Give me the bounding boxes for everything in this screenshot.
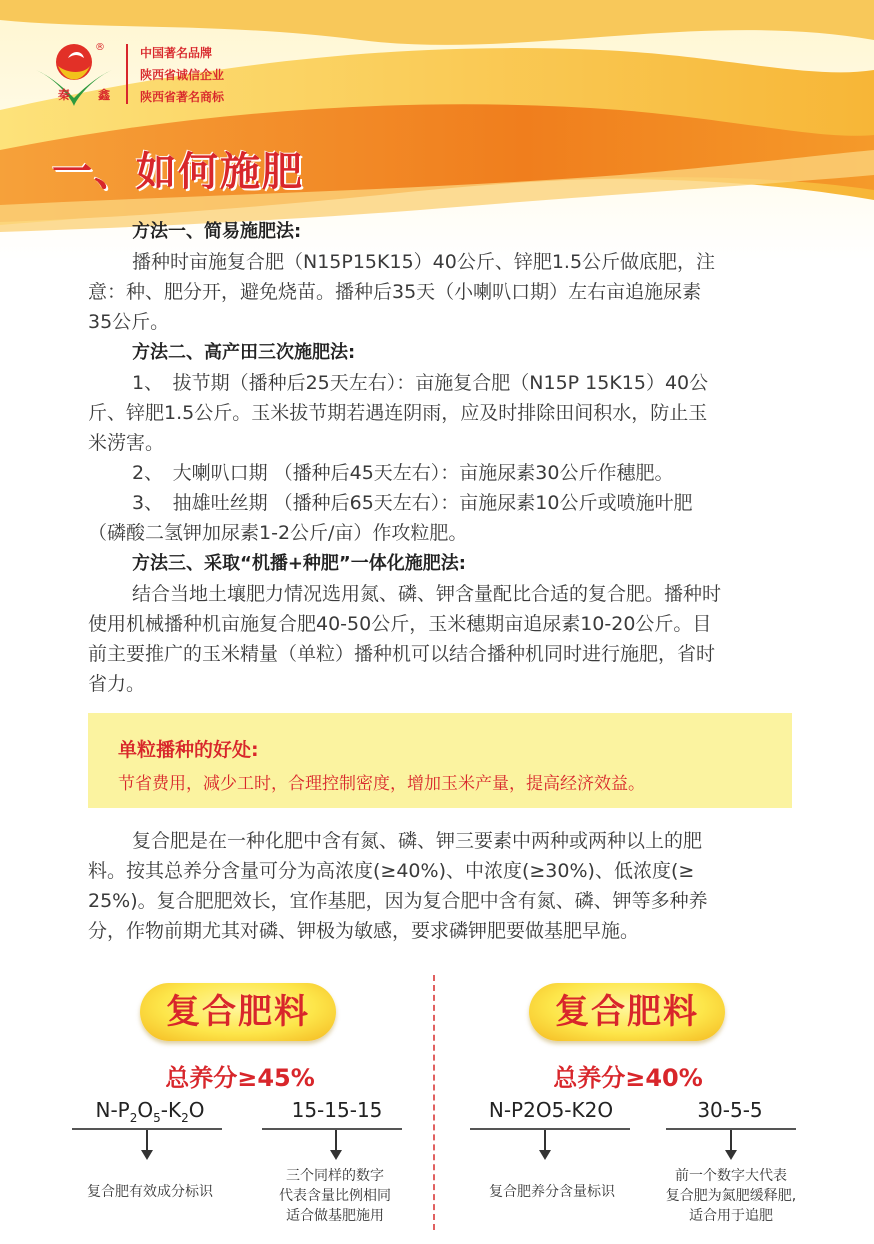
arrow-shaft [544,1130,546,1152]
text-line: 分，作物前期尤其对磷、钾极为敏感，要求磷钾肥要做基肥早施。 [88,920,640,942]
method3-body [88,579,796,699]
arrow-down-icon [725,1150,737,1160]
method1-body [88,247,796,337]
ratio-underline [262,1128,402,1130]
note-left: 复合肥养分含量标识 [489,1184,615,1200]
text-line: （磷酸二氢钾加尿素1-2公斤/亩）作攻粒肥。 [88,522,468,544]
ratio-numbers: 15-15-15 [291,1098,383,1122]
method2-body [88,368,796,548]
text-line: 料。按其总养分含量可分为高浓度(≥40%)、中浓度(≥30%)、低浓度(≥ [88,860,695,882]
benefit-box [88,713,792,808]
note-right: 前一个数字大代表 复合肥为氮肥缓释肥, 适合用于追肥 [665,1168,797,1224]
arrow-down-icon [330,1150,342,1160]
total-nutrient: 总养分≥40% [553,1064,703,1092]
text-line: 复合肥是在一种化肥中含有氮、磷、钾三要素中两种或两种以上的肥 [132,830,703,852]
method1-heading: 方法一、简易施肥法: [132,221,302,242]
ratio-numbers: 30-5-5 [697,1098,763,1122]
method3-heading: 方法三、采取“机播+种肥”一体化施肥法: [132,553,466,574]
brand-line: 陕西省著名商标 [140,90,225,104]
brand-honors [140,42,224,108]
pill-label: 复合肥料 [140,983,336,1041]
pill-label: 复合肥料 [529,983,725,1041]
method2-heading: 方法二、高产田三次施肥法: [132,342,356,363]
text-line: 2、 大喇叭口期 （播种后45天左右）：亩施尿素30公斤作穗肥。 [132,462,674,484]
registered-mark: ® [95,42,105,53]
brand-line: 中国著名品牌 [140,46,213,60]
text-line: 1、 拔节期（播种后25天左右）：亩施复合肥（N15P 15K15）40公 [132,372,709,394]
text-line: 省力。 [88,673,146,695]
arrow-down-icon [539,1150,551,1160]
formula-label: $N-P_2O_5-K_2O$ [95,1098,205,1125]
text-line: 米涝害。 [88,432,165,454]
text-line: 斤、锌肥1.5公斤。玉米拔节期若遇连阴雨，应及时排除田间积水，防止玉 [88,402,708,424]
text-line: 前主要推广的玉米精量（单粒）播种机可以结合播种机同时进行施肥，省时 [88,643,716,665]
note-left: 复合肥有效成分标识 [87,1184,213,1200]
logo-divider [126,44,128,104]
brand-line: 陕西省诚信企业 [140,68,225,82]
compound-body [88,826,796,946]
formula-underline [470,1128,630,1130]
note-right: 三个同样的数字 代表含量比例相同 适合做基肥施用 [279,1168,391,1224]
arrow-shaft [730,1130,732,1152]
benefit-title: 单粒播种的好处: [118,739,259,761]
arrow-down-icon [141,1150,153,1160]
text-line: 3、 抽雄吐丝期 （播种后65天左右）：亩施尿素10公斤或喷施叶肥 [132,492,693,514]
text-line: 使用机械播种机亩施复合肥40-50公斤，玉米穗期亩追尿素10-20公斤。目 [88,613,712,635]
text-line: 25%)。复合肥肥效长，宜作基肥，因为复合肥中含有氮、磷、钾等多种养 [88,890,708,912]
logo-text: 秦 鑫 [58,88,123,102]
arrow-shaft [146,1130,148,1152]
text-line: 结合当地土壤肥力情况选用氮、磷、钾含量配比合适的复合肥。播种时 [132,583,722,605]
text-line: 播种时亩施复合肥（N15P15K15）40公斤、锌肥1.5公斤做底肥，注 [132,251,716,273]
total-nutrient: 总养分≥45% [165,1064,315,1092]
column-divider [433,975,435,1230]
benefit-text: 节省费用，减少工时，合理控制密度，增加玉米产量，提高经济效益。 [118,774,645,794]
text-line: 意：种、肥分开，避免烧苗。播种后35天（小喇叭口期）左右亩追施尿素 [88,281,702,303]
formula-label: N-P2O5-K2O [488,1098,614,1122]
section-title: 一、如何施肥 [52,149,304,195]
arrow-shaft [335,1130,337,1152]
text-line: 35公斤。 [88,311,170,333]
